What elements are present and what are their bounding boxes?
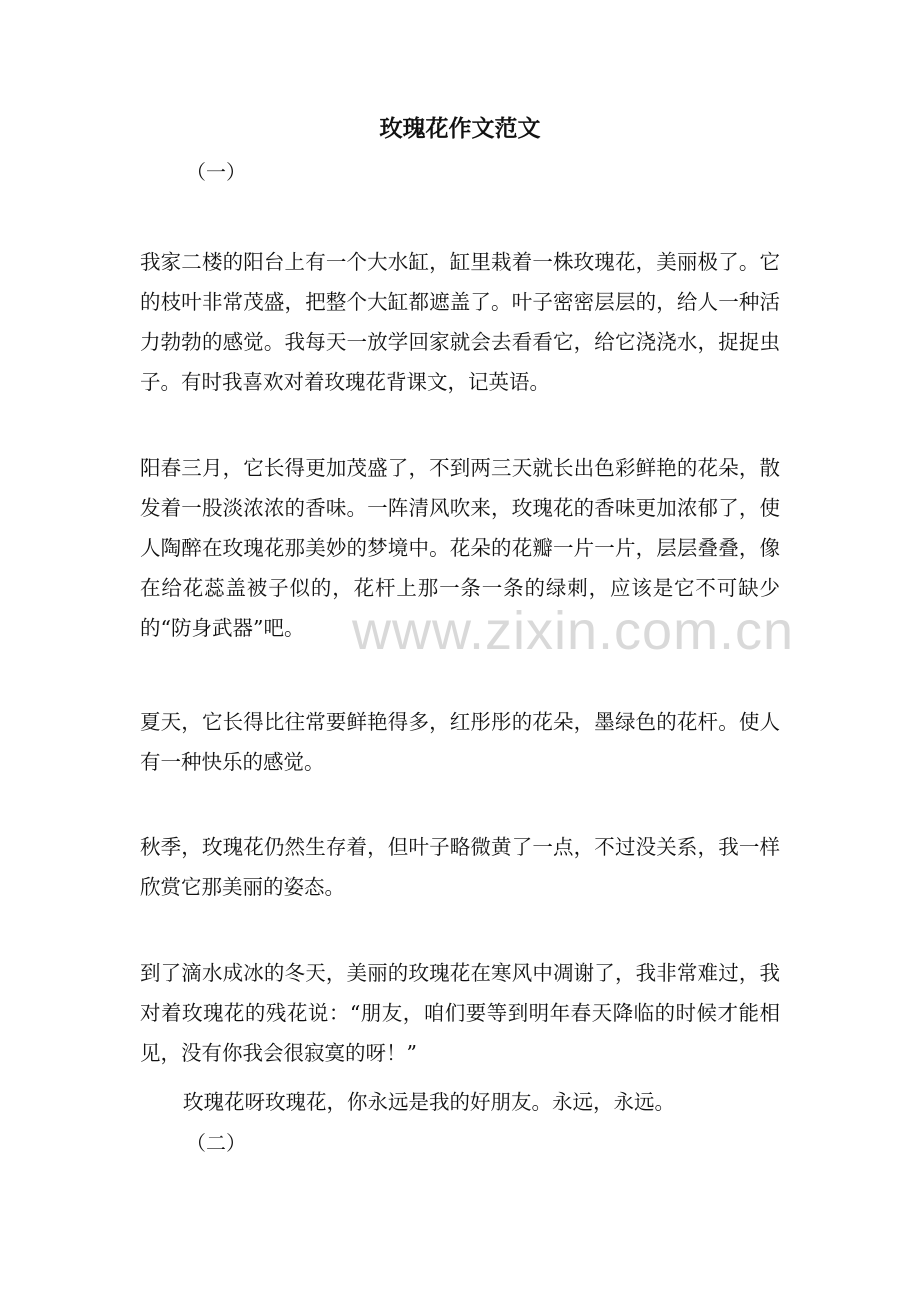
watermark: www.zixin.com.cn (352, 601, 795, 661)
paragraph-5: 到了滴水成冰的冬天，美丽的玫瑰花在寒风中凋谢了，我非常难过，我对着玫瑰花的残花说：“朋友，咱们要等到明年春天降临的时候才能相见，没有你我会很寂寞的呀！” (140, 961, 780, 1065)
paragraph-4: 秋季，玫瑰花仍然生存着，但叶子略微黄了一点，不过没关系，我一样欣赏它那美丽的姿态。 (140, 835, 780, 899)
document-title: 玫瑰花作文范文 (379, 115, 541, 142)
closing-line: 玫瑰花呀玫瑰花，你永远是我的好朋友。永远，永远。 (183, 1090, 675, 1114)
paragraph-3: 夏天，它长得比往常要鲜艳得多，红彤彤的花朵，墨绿色的花杆。使人有一种快乐的感觉。 (140, 710, 780, 774)
section-label-1: （一） (186, 160, 246, 184)
paragraph-2: 阳春三月，它长得更加茂盛了，不到两三天就长出色彩鲜艳的花朵，散发着一股淡浓浓的香味。一阵清风吹来，玫瑰花的香味更加浓郁了，使人陶醉在玫瑰花那美妙的梦境中。花朵的花瓣一片一片，层层叠叠，像在给花蕊盖被子似的，花杆上那一条一条的绿刺，应该是它不可缺少的“防身武器”吧。 (140, 456, 780, 640)
section-label-2: （二） (186, 1131, 246, 1155)
paragraph-1: 我家二楼的阳台上有一个大水缸，缸里栽着一株玫瑰花，美丽极了。它的枝叶非常茂盛，把整个大缸都遮盖了。叶子密密层层的，给人一种活力勃勃的感觉。我每天一放学回家就会去看看它，给它浇浇水，捉捉虫子。有时我喜欢对着玫瑰花背课文，记英语。 (140, 250, 780, 394)
